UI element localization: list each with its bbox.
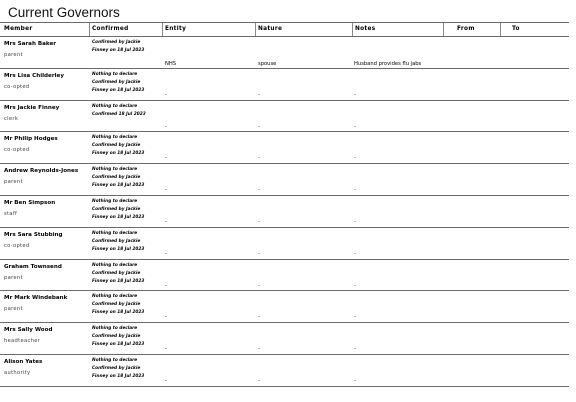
table-row [0, 164, 569, 196]
member-role: headteacher [4, 338, 41, 345]
nature-cell: - [258, 346, 260, 353]
member-role: parent [4, 179, 23, 186]
confirmed-text: Finney on 18 Jul 2023 [92, 373, 145, 379]
table-row [0, 260, 569, 292]
notes-cell: - [354, 346, 356, 353]
notes-cell: - [354, 282, 356, 289]
member-role: parent [4, 274, 23, 281]
column-divider [443, 23, 444, 36]
nature-cell: - [258, 218, 260, 225]
entity-cell: - [165, 314, 167, 321]
notes-cell: - [354, 187, 356, 194]
nature-cell: - [258, 155, 260, 162]
confirmed-text: Confirmed by Jackie [92, 365, 141, 371]
table-row [0, 228, 569, 260]
confirmed-text: Nothing to declare [92, 167, 138, 173]
notes-cell: - [354, 218, 356, 225]
confirmed-text: Nothing to declare [92, 326, 138, 332]
confirmed-text: Nothing to declare [92, 135, 138, 141]
page-title: Current Governors [8, 5, 120, 20]
entity-cell: - [165, 346, 167, 353]
column-divider [255, 23, 256, 36]
header-nature[interactable]: Nature [258, 26, 283, 32]
column-divider [89, 23, 90, 36]
member-name: Andrew Reynolds-Jones [4, 168, 79, 175]
member-role: parent [4, 52, 23, 58]
table-row [0, 69, 569, 101]
member-role: staff [4, 210, 18, 217]
confirmed-text: Confirmed by Jackie [92, 79, 141, 85]
notes-cell: - [354, 314, 356, 321]
confirmed-text: Confirmed by Jackie [92, 206, 141, 212]
notes-cell: - [354, 123, 356, 130]
nature-cell: - [258, 187, 260, 194]
confirmed-text: Confirmed by Jackie [92, 40, 141, 45]
table-row [0, 37, 569, 69]
entity-cell: - [165, 187, 167, 194]
confirmed-text: Confirmed by Jackie [92, 270, 141, 276]
nature-cell: - [258, 282, 260, 289]
entity-cell: - [165, 123, 167, 130]
confirmed-text: Confirmed by Jackie [92, 143, 141, 149]
member-name: Mrs Jackie Finney [4, 104, 60, 111]
confirmed-text: Finney on 18 Jul 2023 [92, 87, 145, 93]
member-name: Mr Mark Windebank [4, 295, 68, 302]
header-to[interactable]: To [512, 26, 520, 32]
confirmed-text: Finney on 18 Jul 2023 [92, 278, 145, 284]
table-row [0, 323, 569, 355]
notes-cell: - [354, 250, 356, 257]
nature-cell: - [258, 91, 260, 98]
member-name: Mrs Sara Stubbing [4, 231, 63, 238]
header-confirmed[interactable]: Confirmed [92, 26, 129, 32]
nature-cell: spouse [258, 61, 277, 67]
governors-table [0, 22, 569, 387]
nature-cell: - [258, 250, 260, 257]
notes-cell: - [354, 155, 356, 162]
confirmed-text: Confirmed by Jackie [92, 175, 141, 181]
member-role: co-opted [4, 83, 30, 90]
header-entity[interactable]: Entity [165, 26, 187, 32]
confirmed-text: Finney on 18 Jul 2023 [92, 183, 145, 189]
entity-cell: - [165, 91, 167, 98]
column-divider [500, 23, 501, 36]
notes-cell: - [354, 91, 356, 98]
confirmed-text: Confirmed 18 Jul 2023 [92, 111, 146, 117]
column-divider [352, 23, 353, 36]
entity-cell: - [165, 218, 167, 225]
confirmed-text: Confirmed by Jackie [92, 334, 141, 340]
confirmed-text: Confirmed by Jackie [92, 238, 141, 244]
table-row [0, 355, 569, 387]
confirmed-text: Finney on 18 Jul 2023 [92, 310, 145, 316]
member-role: authority [4, 369, 31, 376]
entity-cell: - [165, 377, 167, 384]
confirmed-text: Nothing to declare [92, 262, 138, 268]
header-notes[interactable]: Notes [355, 26, 376, 32]
table-header [0, 23, 569, 37]
confirmed-text: Finney on 18 Jul 2023 [92, 151, 145, 157]
confirmed-text: Finney on 18 Jul 2023 [92, 48, 145, 53]
confirmed-text: Confirmed by Jackie [92, 302, 141, 308]
member-name: Mr Ben Simpson [4, 199, 56, 206]
table-row [0, 291, 569, 323]
table-row [0, 132, 569, 164]
member-name: Alison Yates [4, 358, 43, 365]
member-role: co-opted [4, 242, 30, 249]
nature-cell: - [258, 377, 260, 384]
nature-cell: - [258, 314, 260, 321]
confirmed-text: Finney on 18 Jul 2023 [92, 246, 145, 252]
entity-cell: - [165, 282, 167, 289]
member-name: Mrs Lisa Childerley [4, 72, 64, 79]
member-name: Mr Philip Hodges [4, 136, 58, 143]
notes-cell: - [354, 377, 356, 384]
nature-cell: - [258, 123, 260, 130]
entity-cell: - [165, 155, 167, 162]
member-role: parent [4, 306, 23, 313]
member-role: clerk [4, 115, 19, 122]
table-row [0, 101, 569, 133]
confirmed-text: Finney on 18 Jul 2023 [92, 342, 145, 348]
confirmed-text: Finney on 18 Jul 2023 [92, 214, 145, 220]
entity-cell: NHS [165, 61, 177, 67]
confirmed-text: Nothing to declare [92, 198, 138, 204]
entity-cell: - [165, 250, 167, 257]
confirmed-text: Nothing to declare [92, 230, 138, 236]
column-divider [162, 23, 163, 36]
member-role: co-opted [4, 147, 30, 154]
member-name: Graham Townsend [4, 263, 62, 270]
confirmed-text: Nothing to declare [92, 357, 138, 363]
member-name: Mrs Sarah Baker [4, 41, 57, 47]
header-member[interactable]: Member [4, 26, 33, 32]
confirmed-text: Nothing to declare [92, 103, 138, 109]
confirmed-text: Nothing to declare [92, 71, 138, 77]
confirmed-text: Nothing to declare [92, 294, 138, 300]
notes-cell: Husband provides flu jabs [354, 61, 422, 67]
member-name: Mrs Sally Wood [4, 327, 53, 334]
header-from[interactable]: From [457, 26, 475, 32]
table-row [0, 196, 569, 228]
